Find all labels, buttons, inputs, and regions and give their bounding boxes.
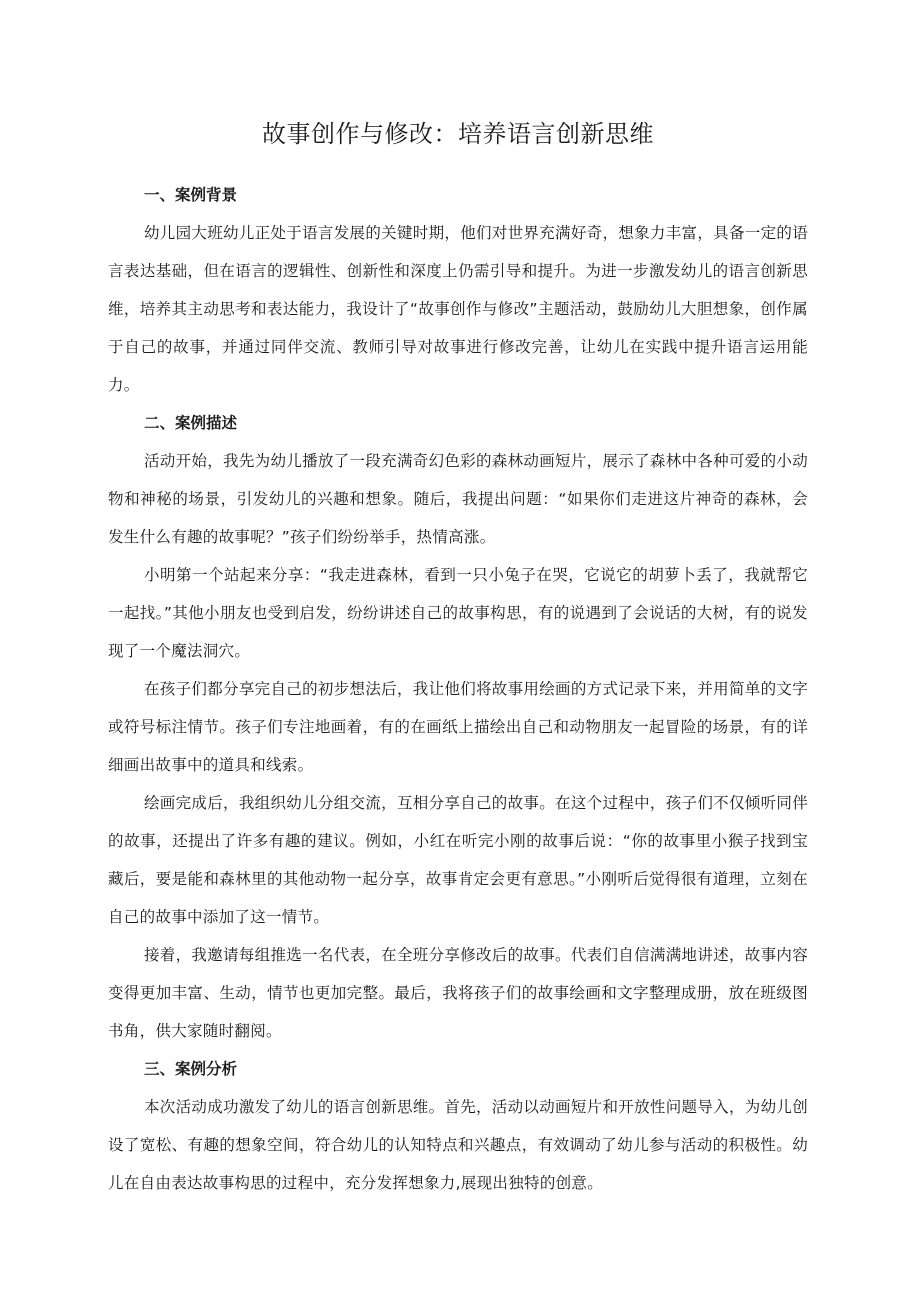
document-page bbox=[108, 0, 808, 1301]
paragraph: 接着，我邀请每组推选一名代表，在全班分享修改后的故事。代表们自信满满地讲述，故事内容变得更加丰富、生动，情节也更加完整。最后，我将孩子们的故事绘画和文字整理成册，放在班级图书角，供大家随时翻阅。 bbox=[108, 946, 808, 1040]
paragraph: 绘画完成后，我组织幼儿分组交流，互相分享自己的故事。在这个过程中，孩子们不仅倾听同伴的故事，还提出了许多有趣的建议。例如，小红在听完小刚的故事后说：“你的故事里小猴子找到宝藏后，要是能和森林里的其他动物一起分享，故事肯定会更有意思。”小刚听后觉得很有道理，立刻在自己的故事中添加了这一情节。 bbox=[108, 794, 808, 926]
paragraph: 幼儿园大班幼儿正处于语言发展的关键时期，他们对世界充满好奇，想象力丰富，具备一定的语言表达基础，但在语言的逻辑性、创新性和深度上仍需引导和提升。为进一步激发幼儿的语言创新思维，培养其主动思考和表达能力，我设计了“故事创作与修改”主题活动，鼓励幼儿大胆想象，创作属于自己的故事，并通过同伴交流、教师引导对故事进行修改完善，让幼儿在实践中提升语言运用能力。 bbox=[108, 224, 808, 394]
document-title: 故事创作与修改：培养语言创新思维 bbox=[262, 120, 654, 148]
paragraph: 活动开始，我先为幼儿播放了一段充满奇幻色彩的森林动画短片，展示了森林中各种可爱的小动物和神秘的场景，引发幼儿的兴趣和想象。随后，我提出问题：“如果你们走进这片神奇的森林，会发生什么有趣的故事呢？”孩子们纷纷举手，热情高涨。 bbox=[108, 452, 808, 546]
paragraph: 小明第一个站起来分享：“我走进森林，看到一只小兔子在哭，它说它的胡萝卜丢了，我就帮它一起找。”其他小朋友也受到启发，纷纷讲述自己的故事构思，有的说遇到了会说话的大树，有的说发现了一个魔法洞穴。 bbox=[108, 566, 808, 660]
paragraph: 本次活动成功激发了幼儿的语言创新思维。首先，活动以动画短片和开放性问题导入，为幼儿创设了宽松、有趣的想象空间，符合幼儿的认知特点和兴趣点，有效调动了幼儿参与活动的积极性。幼儿在自由表达故事构思的过程中，充分发挥想象力,展现出独特的创意。 bbox=[108, 1098, 808, 1192]
document-body bbox=[108, 176, 808, 1202]
section-heading-analysis: 三、案例分析 bbox=[144, 1060, 238, 1078]
paragraph: 在孩子们都分享完自己的初步想法后，我让他们将故事用绘画的方式记录下来，并用简单的文字或符号标注情节。孩子们专注地画着，有的在画纸上描绘出自己和动物朋友一起冒险的场景，有的详细画出故事中的道具和线索。 bbox=[108, 680, 808, 774]
section-heading-description: 二、案例描述 bbox=[144, 414, 238, 432]
section-heading-background: 一、案例背景 bbox=[144, 186, 238, 204]
